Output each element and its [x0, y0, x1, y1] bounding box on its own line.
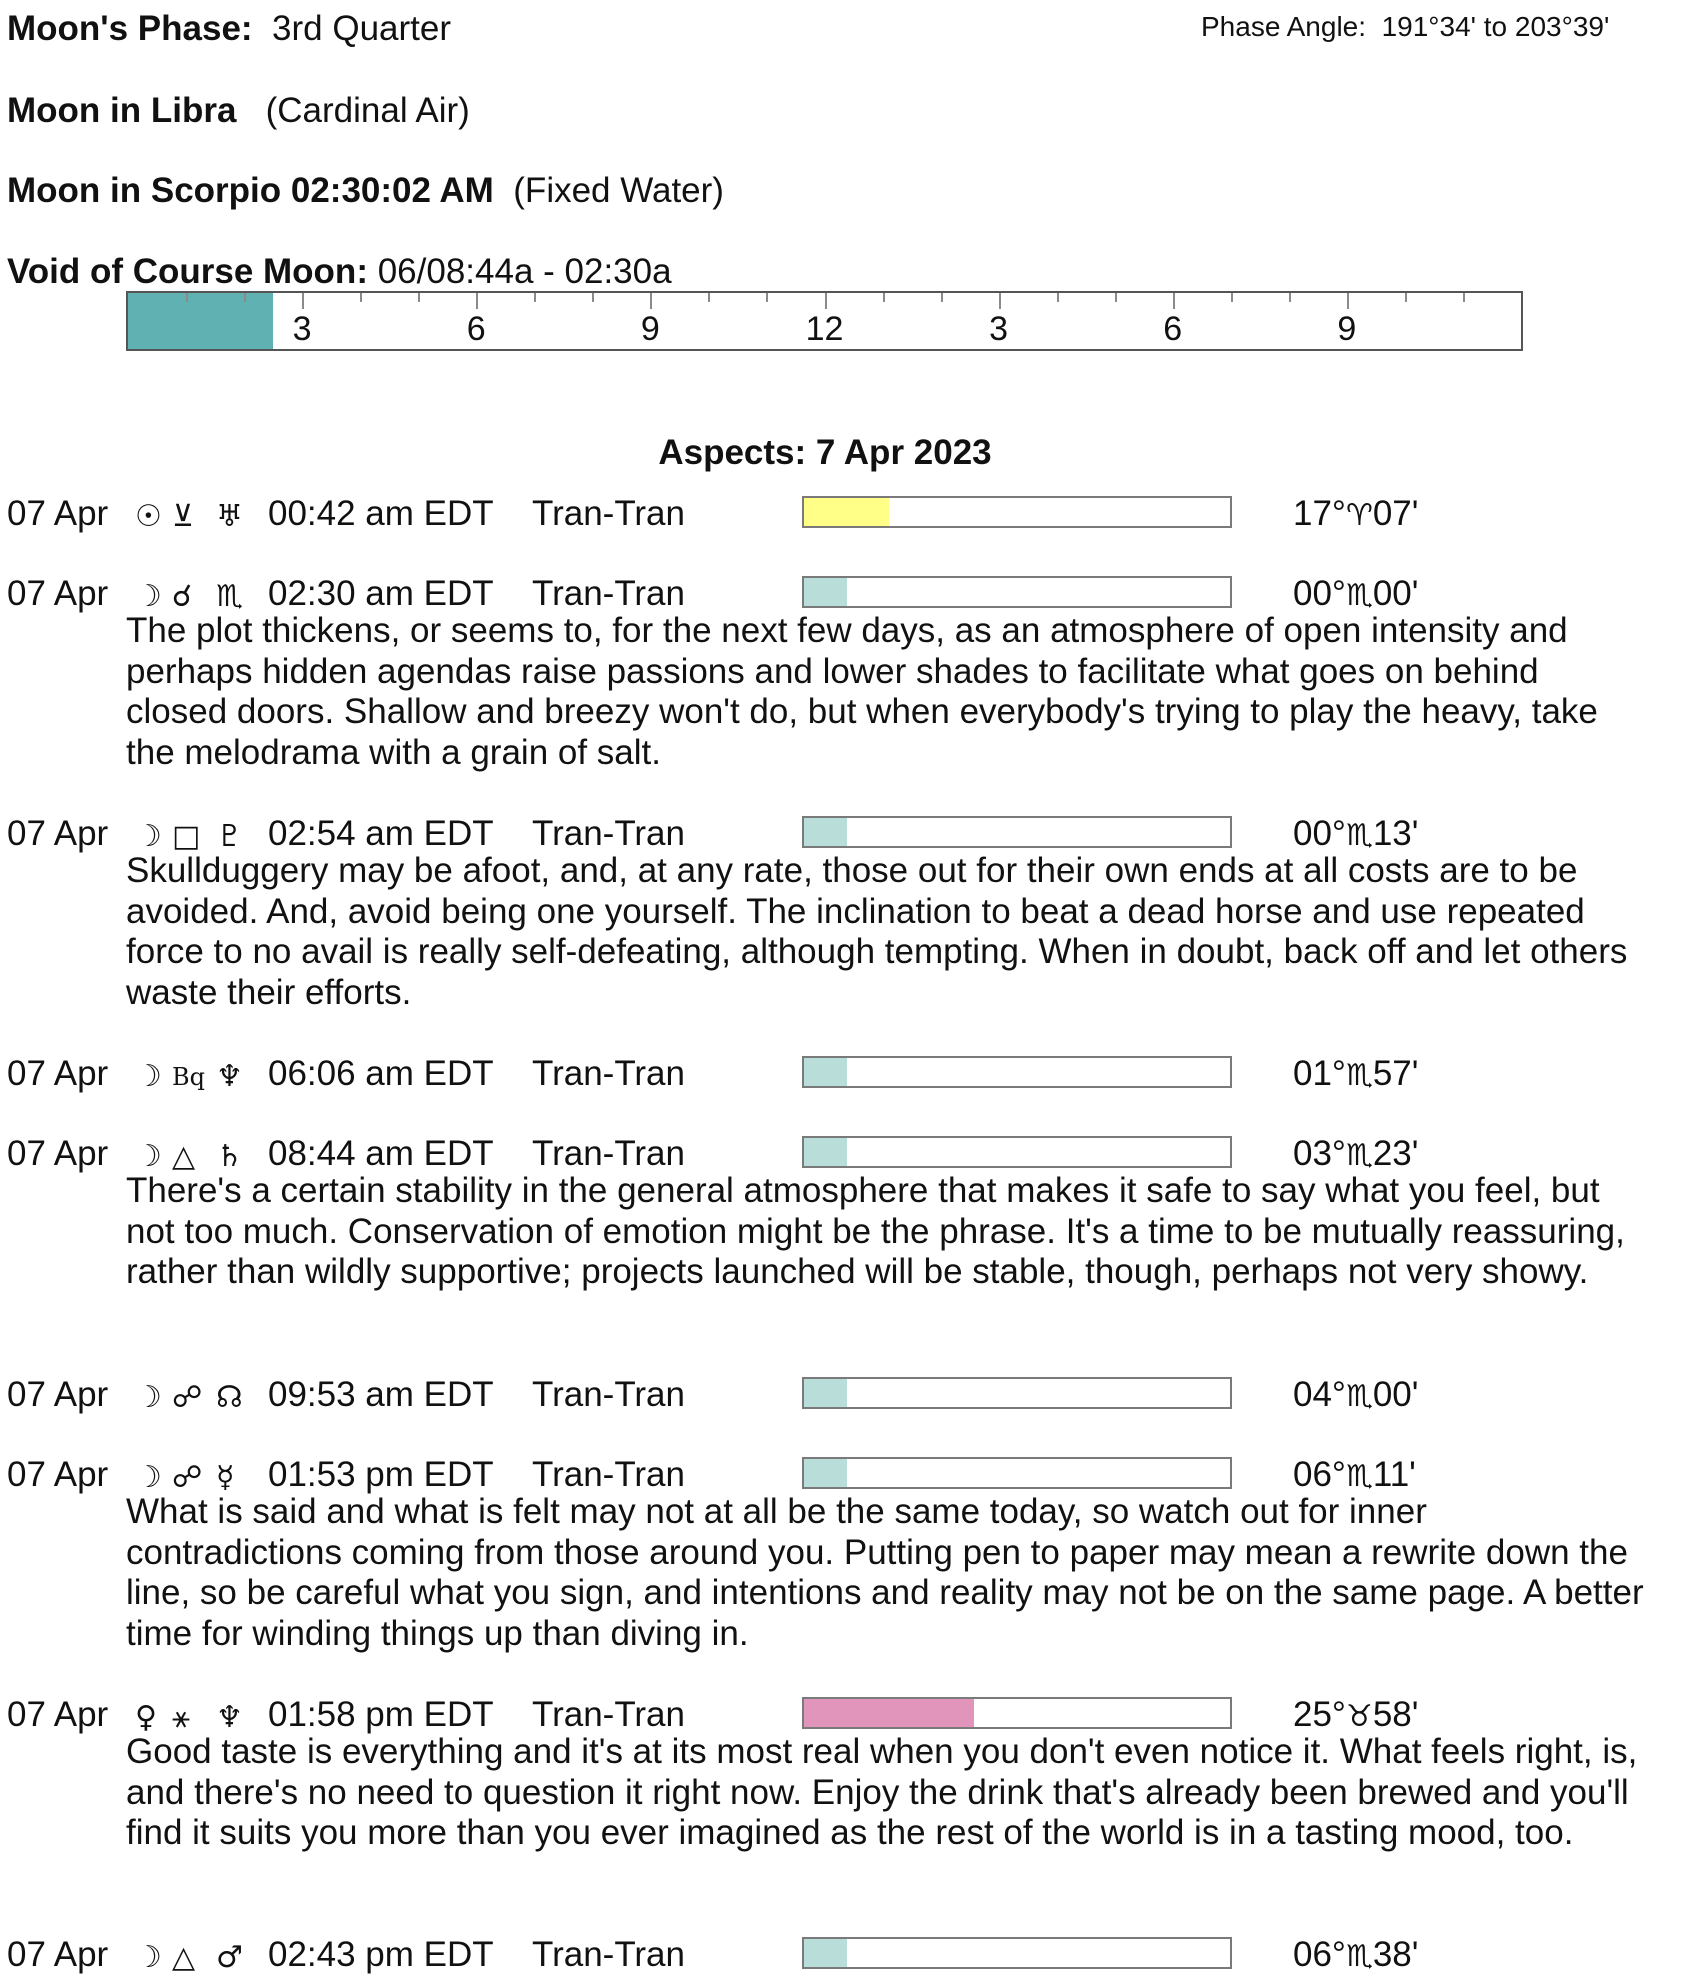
aspect-time: 02:30 am EDT: [268, 574, 494, 613]
planet-1-glyph: ☽: [135, 1139, 162, 1174]
position-degrees: 06°: [1293, 1935, 1346, 1974]
planet-2-glyph: ♏: [216, 579, 243, 614]
planet-2-glyph: ☊: [216, 1380, 243, 1415]
planet-2-glyph: ♆: [216, 1059, 243, 1094]
timeline-tick: [360, 293, 362, 302]
planet-1-glyph: ☉: [135, 499, 162, 534]
aspect-date: 07 Apr: [7, 494, 109, 533]
timeline-hour-label: 3: [989, 310, 1009, 348]
aspect-strength-bar: [802, 496, 1232, 528]
planet-1-glyph: ☽: [135, 819, 162, 854]
planet-2-glyph: ♄: [216, 1139, 243, 1174]
planet-1-glyph: ☽: [135, 1059, 162, 1094]
position-minutes: 00': [1372, 1375, 1419, 1414]
timeline-tick: [244, 293, 246, 302]
planet-1-glyph: ☽: [135, 1460, 162, 1495]
aspect-position: [1293, 1935, 1418, 1977]
aspect-glyph: ☌: [172, 579, 193, 614]
aspect-type: Tran-Tran: [532, 1935, 685, 1974]
timeline-hour-label: 9: [640, 310, 660, 348]
moon-sign-1-element: (Cardinal Air): [265, 91, 470, 130]
planet-2-glyph: ☿: [216, 1460, 235, 1495]
planet-1-glyph: ☽: [135, 1380, 162, 1415]
aspect-date: 07 Apr: [7, 574, 109, 613]
timeline-tick: [476, 293, 478, 309]
zodiac-sign-icon: ♏: [1345, 1939, 1373, 1974]
zodiac-sign-icon: ♏: [1345, 578, 1373, 613]
moon-sign-2-element: (Fixed Water): [513, 171, 724, 210]
aspect-position: [1293, 814, 1418, 856]
timeline-tick: [1115, 293, 1117, 302]
moon-phase-label: Moon's Phase:: [7, 9, 253, 48]
position-minutes: 23': [1372, 1134, 1419, 1173]
aspect-type: Tran-Tran: [532, 1375, 685, 1414]
timeline-tick: [883, 293, 885, 302]
aspect-glyph: ☍: [172, 1380, 203, 1415]
aspect-description: There's a certain stability in the general atmosphere that makes it safe to say what you feel, but not too much. Conservation of emotion might be the phrase. It's a time to be mutually reassuring, rather than wildly supportive; projects launched will be stable, though, perhaps not very showy.: [126, 1171, 1625, 1291]
position-degrees: 04°: [1293, 1375, 1346, 1414]
aspect-date: 07 Apr: [7, 1695, 109, 1734]
aspect-date: 07 Apr: [7, 1455, 109, 1494]
moon-phase-line: [7, 9, 451, 49]
aspect-glyph: Bq: [172, 1063, 205, 1091]
phase-angle: [1201, 10, 1609, 44]
position-minutes: 00': [1372, 574, 1419, 613]
timeline-tick: [650, 293, 652, 309]
planet-2-glyph: ♆: [216, 1700, 243, 1735]
aspect-time: 02:54 am EDT: [268, 814, 494, 853]
aspect-strength-bar: [802, 1937, 1232, 1969]
timeline-tick: [708, 293, 710, 302]
zodiac-sign-icon: ♏: [1345, 818, 1373, 853]
position-minutes: 07': [1372, 494, 1419, 533]
aspect-position: [1293, 1455, 1416, 1497]
timeline-hour-label: 6: [466, 310, 486, 348]
aspect-time: 09:53 am EDT: [268, 1375, 494, 1414]
aspect-strength-bar: [802, 1457, 1232, 1489]
aspect-date: 07 Apr: [7, 1935, 109, 1974]
voc-value: 06/08:44a - 02:30a: [377, 252, 672, 291]
aspect-position: [1293, 1134, 1418, 1176]
aspect-strength-fill: [804, 1459, 847, 1487]
aspect-strength-bar: [802, 1697, 1232, 1729]
timeline-tick: [1173, 293, 1175, 309]
aspect-description: Good taste is everything and it's at its most real when you don't even notice it. What feels right, is, and there's no need to question it right now. Enjoy the drink that's already been brewed and you'll find it suits you more than you ever imagined as the rest of the world is in a tasting mood, too.: [126, 1732, 1638, 1852]
position-degrees: 00°: [1293, 814, 1346, 853]
aspect-date: 07 Apr: [7, 814, 109, 853]
void-of-course-line: [7, 252, 672, 292]
aspect-type: Tran-Tran: [532, 1054, 685, 1093]
planet-1-glyph: ☽: [135, 579, 162, 614]
aspect-date: 07 Apr: [7, 1375, 109, 1414]
timeline-hour-label: 9: [1337, 310, 1357, 348]
aspect-time: 02:43 pm EDT: [268, 1935, 494, 1974]
zodiac-sign-icon: ♏: [1345, 1379, 1373, 1414]
planet-2-glyph: ♅: [216, 499, 243, 534]
aspect-description: What is said and what is felt may not at all be the same today, so watch out for inner contradictions coming from those around you. Putting pen to paper may mean a rewrite down the line, so be careful what you sign, and intentions and reality may not be on the same page. A better time for winding things up than diving in.: [126, 1492, 1644, 1653]
aspect-strength-fill: [804, 818, 847, 846]
aspect-time: 01:53 pm EDT: [268, 1455, 494, 1494]
aspect-strength-bar: [802, 576, 1232, 608]
phase-angle-label: Phase Angle:: [1201, 11, 1367, 42]
position-degrees: 03°: [1293, 1134, 1346, 1173]
position-degrees: 06°: [1293, 1455, 1346, 1494]
aspect-type: Tran-Tran: [532, 574, 685, 613]
aspect-position: [1293, 574, 1418, 616]
aspect-strength-fill: [804, 498, 889, 526]
timeline-tick: [1231, 293, 1233, 302]
position-minutes: 38': [1372, 1935, 1419, 1974]
aspect-time: 01:58 pm EDT: [268, 1695, 494, 1734]
zodiac-sign-icon: ♏: [1345, 1058, 1373, 1093]
timeline-tick: [1347, 293, 1349, 309]
aspect-glyph: □: [172, 819, 201, 854]
timeline-tick: [186, 293, 188, 302]
aspect-glyph: △: [172, 1940, 196, 1975]
timeline-tick: [592, 293, 594, 302]
position-degrees: 01°: [1293, 1054, 1346, 1093]
zodiac-sign-icon: ♉: [1345, 1699, 1373, 1734]
position-degrees: 00°: [1293, 574, 1346, 613]
timeline-tick: [1463, 293, 1465, 302]
moon-sign-2-label: Moon in Scorpio 02:30:02 AM: [7, 171, 494, 210]
aspect-strength-bar: [802, 1377, 1232, 1409]
aspect-date: 07 Apr: [7, 1054, 109, 1093]
aspect-strength-fill: [804, 1058, 847, 1086]
timeline-tick: [941, 293, 943, 302]
aspect-position: [1293, 1375, 1418, 1417]
timeline-tick: [418, 293, 420, 302]
timeline-tick: [302, 293, 304, 309]
planet-1-glyph: ♀: [135, 1700, 157, 1735]
aspect-position: [1293, 1695, 1418, 1737]
position-minutes: 57': [1372, 1054, 1419, 1093]
void-of-course-fill: [128, 293, 273, 349]
moon-sign-line-2: [7, 171, 724, 211]
aspect-strength-bar: [802, 1136, 1232, 1168]
timeline-hour-label: 6: [1163, 310, 1183, 348]
aspect-type: Tran-Tran: [532, 1455, 685, 1494]
aspect-position: [1293, 494, 1418, 536]
aspect-time: 08:44 am EDT: [268, 1134, 494, 1173]
aspect-time: 00:42 am EDT: [268, 494, 494, 533]
aspect-position: [1293, 1054, 1418, 1096]
aspect-strength-fill: [804, 1939, 847, 1967]
aspects-title: Aspects: 7 Apr 2023: [658, 433, 992, 472]
void-of-course-timeline: [126, 291, 1523, 351]
zodiac-sign-icon: ♈: [1345, 498, 1373, 533]
aspect-time: 06:06 am EDT: [268, 1054, 494, 1093]
position-minutes: 11': [1372, 1455, 1416, 1494]
planet-2-glyph: ♂: [216, 1940, 243, 1975]
timeline-hour-label: 3: [292, 310, 312, 348]
timeline-hour-label: 12: [805, 310, 844, 348]
zodiac-sign-icon: ♏: [1345, 1138, 1373, 1173]
timeline-tick: [999, 293, 1001, 309]
aspect-glyph: ⚹: [172, 1700, 190, 1735]
aspect-type: Tran-Tran: [532, 494, 685, 533]
position-minutes: 13': [1372, 814, 1419, 853]
planet-1-glyph: ☽: [135, 1940, 162, 1975]
position-minutes: 58': [1372, 1695, 1419, 1734]
position-degrees: 17°: [1293, 494, 1346, 533]
voc-label: Void of Course Moon:: [7, 252, 368, 291]
aspect-strength-fill: [804, 1138, 847, 1166]
aspect-type: Tran-Tran: [532, 814, 685, 853]
aspect-type: Tran-Tran: [532, 1695, 685, 1734]
timeline-tick: [1405, 293, 1407, 302]
aspect-glyph: △: [172, 1139, 196, 1174]
aspect-description: Skullduggery may be afoot, and, at any rate, those out for their own ends at all costs are to be avoided. And, avoid being one yourself. The inclination to beat a dead horse and use repeated force to no avail is really self-defeating, although tempting. When in doubt, back off and let others waste their efforts.: [126, 851, 1628, 1012]
aspect-strength-fill: [804, 1379, 847, 1407]
timeline-tick: [1057, 293, 1059, 302]
aspect-date: 07 Apr: [7, 1134, 109, 1173]
moon-phase-value: 3rd Quarter: [272, 9, 452, 48]
aspect-strength-fill: [804, 1699, 974, 1727]
moon-sign-line-1: [7, 91, 470, 131]
aspect-strength-bar: [802, 816, 1232, 848]
aspect-description: The plot thickens, or seems to, for the next few days, as an atmosphere of open intensity and perhaps hidden agendas raise passions and lower shades to facilitate what goes on behind closed doors. Shallow and breezy won't do, but when everybody's trying to play the heavy, take the melodrama with a grain of salt.: [126, 611, 1598, 772]
aspect-strength-bar: [802, 1056, 1232, 1088]
position-degrees: 25°: [1293, 1695, 1346, 1734]
aspect-glyph: ⊻: [172, 499, 194, 534]
phase-angle-value: 191°34' to 203°39': [1381, 11, 1610, 42]
zodiac-sign-icon: ♏: [1345, 1459, 1373, 1494]
moon-sign-1-label: Moon in Libra: [7, 91, 237, 130]
aspect-glyph: ☍: [172, 1460, 203, 1495]
timeline-tick: [766, 293, 768, 302]
aspect-type: Tran-Tran: [532, 1134, 685, 1173]
timeline-tick: [825, 293, 827, 309]
planet-2-glyph: ♇: [216, 819, 243, 854]
timeline-tick: [1289, 293, 1291, 302]
timeline-tick: [534, 293, 536, 302]
aspect-strength-fill: [804, 578, 847, 606]
